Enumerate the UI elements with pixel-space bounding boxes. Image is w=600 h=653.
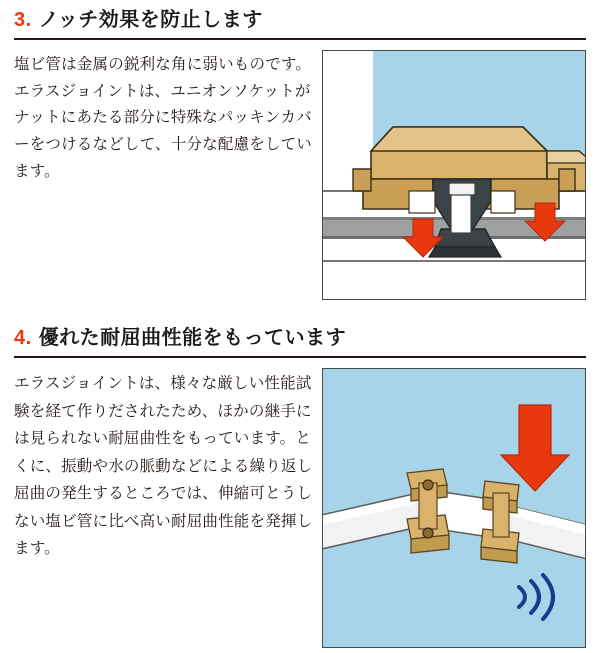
section-4-paragraph: エラスジョイントは、様々な厳しい性能試験を経て作りだされたため、ほかの継手には見られない耐屈曲性をもっています。とくに、振動や水の脈動などによる繰り返し屈曲の発生するところでは、伸縮可とうしない塩ビ管に比べ高い耐屈曲性能を発揮します。 xyxy=(14,375,313,558)
section-3-body-row xyxy=(14,50,586,300)
section-4 xyxy=(14,318,586,648)
section-4-heading xyxy=(14,318,586,356)
section-3 xyxy=(14,0,586,300)
section-4-figure xyxy=(322,368,586,648)
section-4-text xyxy=(14,368,314,563)
section-4-title: 優れた耐屈曲性能をもっています xyxy=(38,327,347,349)
section-4-number: 4. xyxy=(14,327,32,349)
section-3-heading xyxy=(14,0,586,38)
section-3-number: 3. xyxy=(14,9,32,31)
section-3-paragraph: 塩ビ管は金属の鋭利な角に弱いものです。エラスジョイントは、ユニオンソケットがナットにあたる部分に特殊なパッキンカバーをつけるなどして、十分な配慮をしています。 xyxy=(14,56,312,180)
section-4-body-row xyxy=(14,368,586,648)
union-socket-packing-cover-diagram xyxy=(323,51,586,299)
bending-performance-diagram xyxy=(323,369,586,647)
section-3-text xyxy=(14,50,314,185)
section-3-divider xyxy=(14,38,586,40)
section-4-divider xyxy=(14,356,586,358)
section-3-title: ノッチ効果を防止します xyxy=(38,9,263,31)
section-3-figure xyxy=(322,50,586,300)
